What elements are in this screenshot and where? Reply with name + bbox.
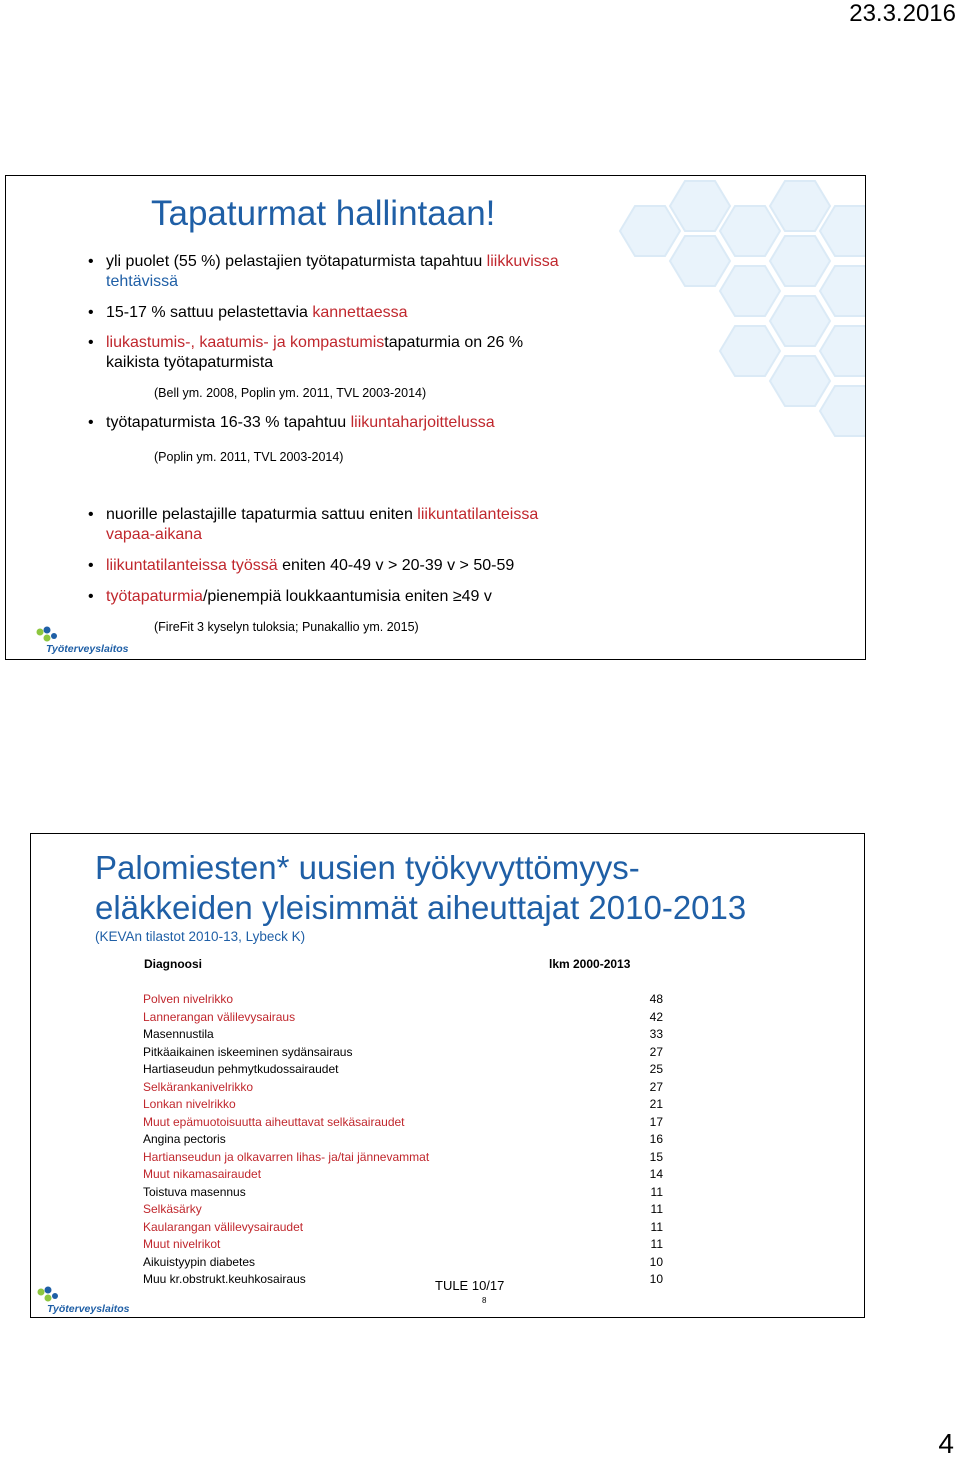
bullet-1-highlight: liikkuvissa bbox=[486, 253, 559, 270]
diagnosis-label: Toistuva masennus bbox=[143, 1184, 246, 1199]
slide-1-bullets bbox=[106, 252, 626, 637]
diagnosis-count: 27 bbox=[649, 1044, 663, 1059]
bullet-3 bbox=[106, 333, 626, 373]
citation-1: (Bell ym. 2008, Poplin ym. 2011, TVL 2003-2014) bbox=[154, 386, 427, 400]
column-header-count: lkm 2000-2013 bbox=[549, 957, 631, 971]
diagnosis-count: 16 bbox=[649, 1132, 663, 1146]
diagnosis-label: Polven nivelrikko bbox=[143, 992, 234, 1006]
diagnosis-count: 11 bbox=[650, 1237, 663, 1251]
bullet-3-line2: kaikista työtapaturmista bbox=[106, 354, 274, 371]
diagnosis-label: Kaularangan välilevysairaudet bbox=[143, 1219, 304, 1234]
bullet-7 bbox=[106, 587, 626, 607]
diagnosis-label: Aikuistyypin diabetes bbox=[143, 1254, 256, 1269]
bullet-5 bbox=[106, 505, 626, 545]
table-row bbox=[143, 1254, 663, 1272]
bullet-1 bbox=[106, 252, 626, 292]
table-row bbox=[143, 1236, 663, 1254]
bullet-4-text: työtapaturmista 16-33 % tapahtuu bbox=[106, 414, 351, 431]
citation-2-row bbox=[106, 447, 626, 467]
diagnosis-table bbox=[143, 991, 663, 1289]
footer-label: TULE 10/17 bbox=[435, 1278, 505, 1293]
header-date: 23.3.2016 bbox=[849, 0, 956, 27]
table-row bbox=[143, 1184, 663, 1202]
bullet-3-highlight: liukastumis-, kaatumis- ja kompastumis bbox=[106, 334, 385, 351]
bullet-5-text: nuorille pelastajille tapaturmia sattuu eniten bbox=[106, 506, 418, 523]
diagnosis-label: Muu kr.obstrukt.keuhkosairaus bbox=[143, 1272, 306, 1286]
table-row bbox=[143, 1131, 663, 1149]
diagnosis-count: 48 bbox=[649, 992, 663, 1006]
diagnosis-count: 33 bbox=[649, 1027, 663, 1041]
diagnosis-count: 15 bbox=[649, 1149, 663, 1164]
diagnosis-count: 25 bbox=[649, 1062, 663, 1076]
table-row bbox=[143, 1096, 663, 1114]
bullet-6 bbox=[106, 556, 626, 576]
diagnosis-label: Pitkäaikainen iskeeminen sydänsairaus bbox=[143, 1044, 353, 1059]
bullet-2-text: 15-17 % sattuu pelastettavia bbox=[106, 304, 313, 321]
diagnosis-count: 17 bbox=[649, 1114, 663, 1129]
bullet-1-text: yli puolet (55 %) pelastajien työtapaturmista tapahtuu bbox=[106, 253, 487, 270]
slide-1-title: Tapaturmat hallintaan! bbox=[151, 194, 496, 233]
slide-2-title-line1: Palomiesten* uusien työkyvyttömyys- bbox=[95, 849, 640, 886]
citation-3-row bbox=[106, 617, 626, 637]
diagnosis-count: 11 bbox=[650, 1184, 663, 1199]
table-row bbox=[143, 1201, 663, 1219]
bullet-2 bbox=[106, 303, 626, 323]
slide-2-title-line2: eläkkeiden yleisimmät aiheuttajat 2010-2013 bbox=[95, 889, 747, 926]
diagnosis-label: Selkärankanivelrikko bbox=[143, 1079, 254, 1094]
diagnosis-label: Masennustila bbox=[143, 1027, 214, 1041]
bullet-4 bbox=[106, 413, 626, 433]
slide-number: 8 bbox=[482, 1296, 487, 1305]
table-row bbox=[143, 1061, 663, 1079]
diagnosis-label: Hartianseudun ja olkavarren lihas- ja/tai jännevammat bbox=[143, 1149, 430, 1164]
diagnosis-label: Hartiaseudun pehmytkudossairaudet bbox=[143, 1062, 339, 1076]
citation-2: (Poplin ym. 2011, TVL 2003-2014) bbox=[154, 450, 344, 464]
slide-2-title bbox=[95, 848, 746, 928]
bullet-5-highlight: liikuntatilanteissa bbox=[417, 506, 539, 523]
table-row bbox=[143, 1009, 663, 1027]
table-row bbox=[143, 1114, 663, 1132]
diagnosis-count: 14 bbox=[649, 1167, 663, 1181]
column-header-diagnosis: Diagnoosi bbox=[144, 957, 203, 971]
bullet-3-text: tapaturmia on 26 % bbox=[384, 334, 524, 351]
logo-text: Työterveyslaitos bbox=[46, 643, 129, 655]
diagnosis-count: 27 bbox=[649, 1079, 663, 1094]
diagnosis-count: 11 bbox=[650, 1202, 663, 1216]
bullet-6-highlight: liikuntatilanteissa työssä bbox=[106, 557, 278, 574]
diagnosis-count: 10 bbox=[649, 1272, 663, 1286]
table-row bbox=[143, 1166, 663, 1184]
table-row bbox=[143, 1219, 663, 1237]
bullet-5-line2: vapaa-aikana bbox=[106, 526, 203, 543]
table-row bbox=[143, 1149, 663, 1167]
page-number: 4 bbox=[938, 1428, 954, 1459]
diagnosis-count: 11 bbox=[650, 1219, 663, 1234]
diagnosis-count: 21 bbox=[649, 1097, 663, 1111]
diagnosis-label: Angina pectoris bbox=[143, 1132, 226, 1146]
logo-text: Työterveyslaitos bbox=[47, 1303, 130, 1315]
citation-3: (FireFit 3 kyselyn tuloksia; Punakallio ym. 2015) bbox=[154, 620, 419, 634]
bullet-2-highlight: kannettaessa bbox=[312, 304, 408, 321]
diagnosis-count: 42 bbox=[649, 1009, 663, 1024]
diagnosis-label: Selkäsärky bbox=[143, 1202, 202, 1216]
table-row bbox=[143, 1079, 663, 1097]
bullet-7-text: /pienempiä loukkaantumisia eniten ≥49 v bbox=[202, 588, 492, 605]
bullet-1-line2: tehtävissä bbox=[106, 273, 179, 290]
bullet-4-highlight: liikuntaharjoittelussa bbox=[350, 414, 495, 431]
diagnosis-label: Muut nivelrikot bbox=[143, 1237, 221, 1251]
diagnosis-label: Lannerangan välilevysairaus bbox=[143, 1009, 296, 1024]
slide-2-subtitle: (KEVAn tilastot 2010-13, Lybeck K) bbox=[95, 929, 306, 944]
diagnosis-label: Muut epämuotoisuutta aiheuttavat selkäsairaudet bbox=[143, 1114, 405, 1129]
slide-2 bbox=[30, 833, 865, 1318]
table-row bbox=[143, 1044, 663, 1062]
slide-1 bbox=[5, 175, 866, 660]
bullet-7-highlight: työtapaturmia bbox=[106, 588, 203, 605]
diagnosis-label: Lonkan nivelrikko bbox=[143, 1097, 236, 1111]
table-row bbox=[143, 1271, 663, 1289]
citation-1-row bbox=[106, 383, 626, 403]
table-row bbox=[143, 991, 663, 1009]
diagnosis-label: Muut nikamasairaudet bbox=[143, 1167, 262, 1181]
table-row bbox=[143, 1026, 663, 1044]
bullet-6-text: eniten 40-49 v > 20-39 v > 50-59 bbox=[277, 557, 515, 574]
diagnosis-count: 10 bbox=[649, 1254, 663, 1269]
